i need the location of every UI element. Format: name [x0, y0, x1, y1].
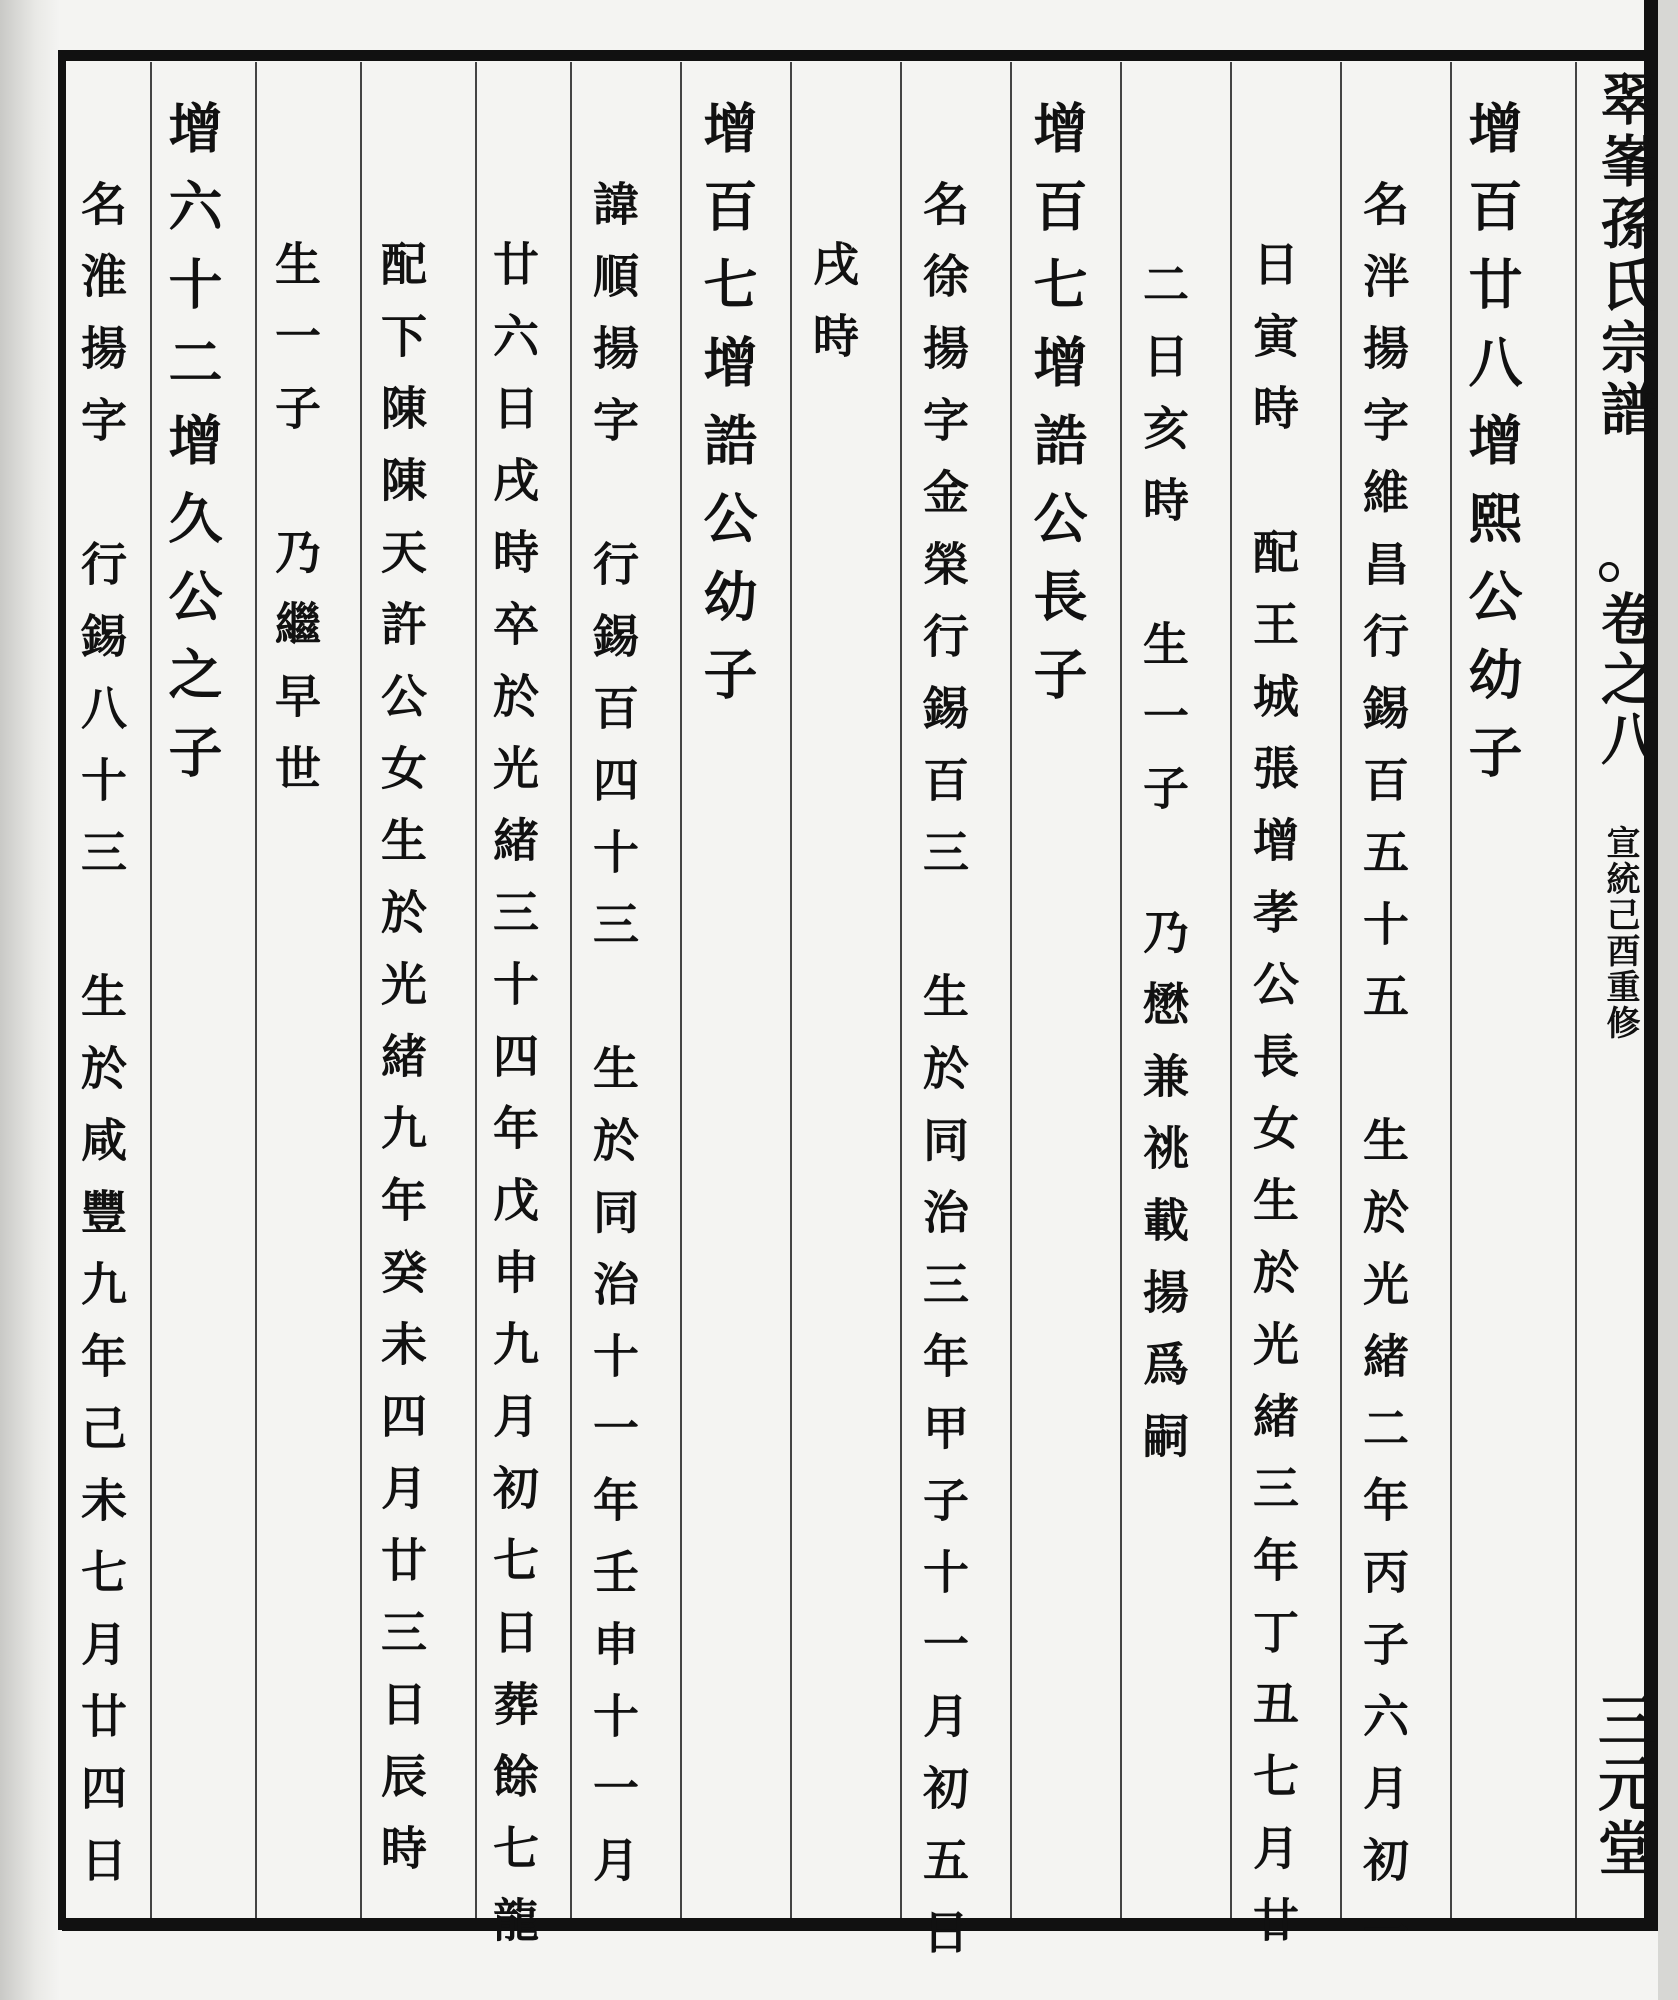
column-rule — [1010, 62, 1012, 1918]
frame-border-top — [62, 50, 1654, 61]
text-column-1: 增百廿八增熙公幼子 — [1460, 100, 1524, 802]
text-column-6: 名徐揚字金榮行錫百三 生於同治三年甲子十一月初五日 — [916, 180, 970, 1980]
column-rule — [255, 62, 257, 1918]
text-column-12: 生一子 乃繼早世 — [268, 240, 322, 816]
column-rule — [1120, 62, 1122, 1918]
text-column-5: 增百七增誥公長子 — [1025, 100, 1089, 724]
text-column-8: 增百七增誥公幼子 — [695, 100, 759, 724]
column-rule — [790, 62, 792, 1918]
column-rule — [360, 62, 362, 1918]
column-rule — [475, 62, 477, 1918]
text-column-10: 廿六日戌時卒於光緒三十四年戊申九月初七日葬餘七龍 — [486, 240, 540, 1968]
text-column-11: 配下陳陳天許公女生於光緒九年癸未四月廿三日辰時 — [374, 240, 428, 1896]
text-column-9: 諱順揚字 行錫百四十三 生於同治十一年壬申十一月 — [586, 180, 640, 1908]
column-rule — [680, 62, 682, 1918]
column-rule — [1450, 62, 1452, 1918]
text-column-13: 增六十二增久公之子 — [160, 100, 224, 802]
frame-border-left — [58, 50, 66, 1930]
column-rule — [1575, 62, 1577, 1918]
adjacent-page-edge — [0, 0, 60, 2000]
circle-mark-icon — [1599, 562, 1619, 582]
hall-name: 三元堂 — [1588, 1690, 1656, 1882]
column-rule — [150, 62, 152, 1918]
text-column-14: 名淮揚字 行錫八十三 生於咸豐九年己未七月廿四日 — [74, 180, 128, 1908]
text-column-2: 名泮揚字維昌行錫百五十五 生於光緒二年丙子六月初一 — [1356, 180, 1410, 1980]
genealogy-title: 翠峯孫氏宗譜 — [1592, 70, 1658, 442]
text-column-3: 日寅時 配王城張增孝公長女生於光緒三年丁丑七月廿 — [1246, 240, 1300, 1968]
frame-border-bottom — [62, 1918, 1654, 1931]
text-column-4: 二日亥時 生一子 乃懋兼祧載揚爲嗣 — [1136, 260, 1190, 1484]
column-rule — [900, 62, 902, 1918]
column-rule — [1340, 62, 1342, 1918]
column-rule — [1230, 62, 1232, 1918]
text-column-7: 戌時 — [806, 240, 860, 384]
column-rule — [570, 62, 572, 1918]
volume-number: 卷之八 — [1592, 590, 1658, 770]
edition-note: 宣統己酉重修 — [1600, 825, 1640, 1041]
